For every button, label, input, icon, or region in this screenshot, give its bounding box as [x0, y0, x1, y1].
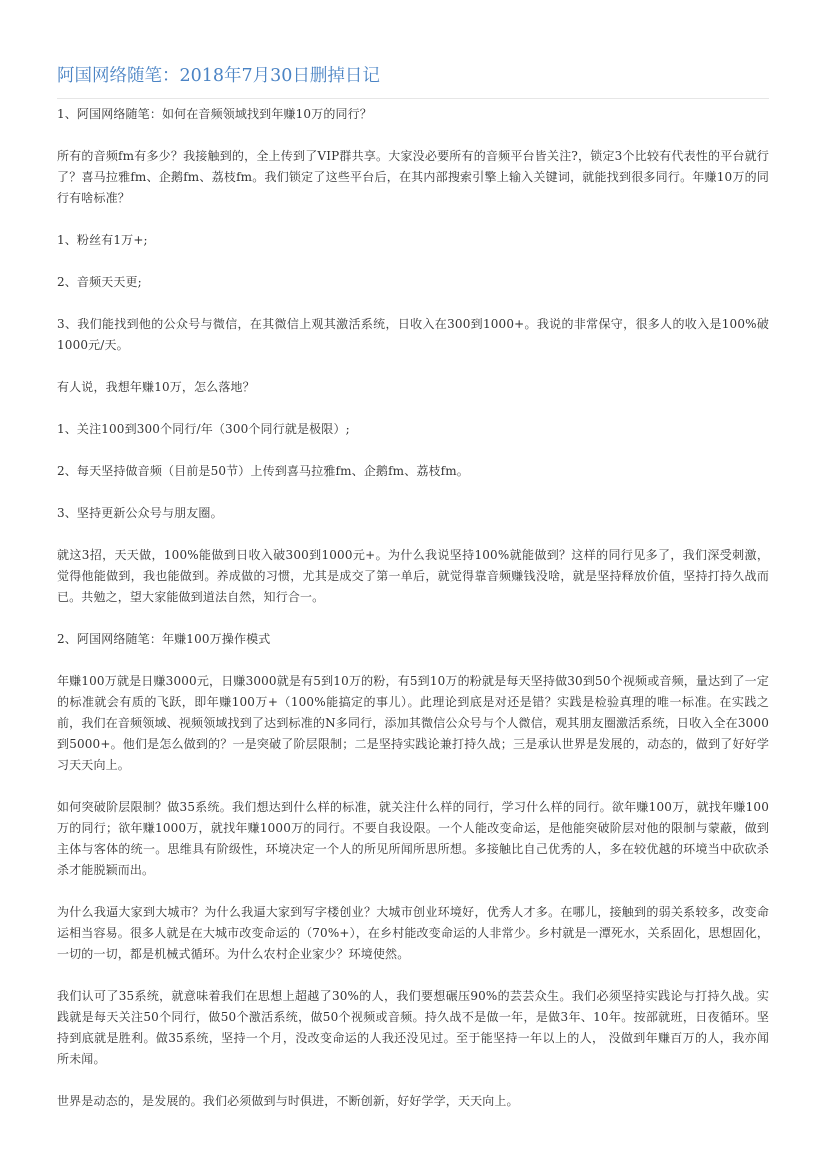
- paragraph: 有人说，我想年赚10万，怎么落地？: [57, 380, 255, 394]
- paragraph: 世界是动态的，是发展的。我们必须做到与时俱进，不断创新，好好学学，天天向上。: [57, 1094, 519, 1108]
- page-title: 阿国网络随笔：2018年7月30日删掉日记: [57, 66, 380, 86]
- list-item: 2、每天坚持做音频（目前是50节）上传到喜马拉雅fm、企鹅fm、荔枝fm。: [57, 464, 469, 478]
- list-item: 3、坚持更新公众号与朋友圈。: [57, 506, 223, 520]
- section-heading-1: 1、阿国网络随笔：如何在音频领域找到年赚10万的同行？: [57, 107, 372, 121]
- list-item: 3、我们能找到他的公众号与微信，在其微信上观其激活系统，日收入在300到1000+。我说的非常保守，很多人的收入是100%破1000元/天。: [57, 317, 769, 352]
- list-item: 1、关注100到300个同行/年（300个同行就是极限）;: [57, 422, 350, 436]
- list-item: 2、音频天天更;: [57, 275, 142, 289]
- section-heading-2: 2、阿国网络随笔：年赚100万操作模式: [57, 632, 271, 646]
- paragraph: 所有的音频fm有多少？我接触到的，全上传到了VIP群共享。大家没必要所有的音频平台皆关注?，锁定3个比较有代表性的平台就行了？喜马拉雅fm、企鹅fm、荔枝fm。我们锁定了这些平台后，在其内部搜索引擎上输入关键词，就能找到很多同行。年赚10万的同行有啥标准？: [57, 149, 769, 205]
- article-body: [57, 104, 769, 1133]
- title-divider: [57, 98, 769, 99]
- paragraph: 我们认可了35系统，就意味着我们在思想上超越了30%的人，我们要想碾压90%的芸芸众生。我们必须坚持实践论与打持久战。实践就是每天关注50个同行，做50个激活系统，做50个视频或音频。持久战不是做一年，是做3年、10年。按部就班，日夜循环。坚持到底就是胜利。做35系统，坚持一个月，没改变命运的人我还没见过。至于能坚持一年以上的人， 没做到年赚百万的人，我亦闻所未闻。: [57, 989, 769, 1066]
- paragraph: 就这3招，天天做，100%能做到日收入破300到1000元+。为什么我说坚持100%就能做到？这样的同行见多了，我们深受刺激，觉得他能做到，我也能做到。养成做的习惯，尤其是成交了第一单后，就觉得靠音频赚钱没啥，就是坚持释放价值，坚持打持久战而已。共勉之，望大家能做到道法自然，知行合一。: [57, 548, 769, 604]
- paragraph: 年赚100万就是日赚3000元，日赚3000就是有5到10万的粉，有5到10万的粉就是每天坚持做30到50个视频或音频，量达到了一定的标准就会有质的飞跃，即年赚100万+（100%能搞定的事儿）。此理论到底是对还是错？实践是检验真理的唯一标准。在实践之前，我们在音频领域、视频领域找到了达到标准的N多同行，添加其微信公众号与个人微信，观其朋友圈激活系统，日收入全在3000到5000+。他们是怎么做到的？一是突破了阶层限制；二是坚持实践论兼打持久战；三是承认世界是发展的，动态的，做到了好好学习天天向上。: [57, 674, 769, 772]
- paragraph: 为什么我逼大家到大城市？为什么我逼大家到写字楼创业？大城市创业环境好，优秀人才多。在哪儿，接触到的弱关系较多，改变命运相当容易。很多人就是在大城市改变命运的（70%+），在乡村能改变命运的人非常少。乡村就是一潭死水，关系固化，思想固化，一切的一切，都是机械式循环。为什么农村企业家少？环境使然。: [57, 905, 769, 961]
- list-item: 1、粉丝有1万+;: [57, 233, 148, 247]
- paragraph: 如何突破阶层限制？做35系统。我们想达到什么样的标准，就关注什么样的同行，学习什么样的同行。欲年赚100万，就找年赚100万的同行；欲年赚1000万，就找年赚1000万的同行。不要自我设限。一个人能改变命运，是他能突破阶层对他的限制与蒙蔽，做到主体与客体的统一。思维具有阶级性，环境决定一个人的所见所闻所思所想。多接触比自己优秀的人，多在较优越的环境当中砍砍杀杀才能脱颖而出。: [57, 800, 769, 877]
